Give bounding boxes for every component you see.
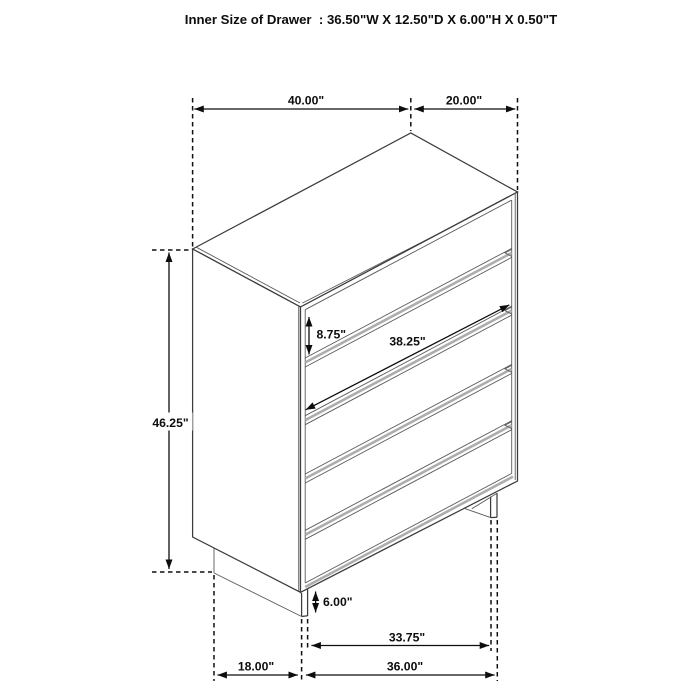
dim-drawer-face-width-label: 38.25" — [389, 334, 426, 349]
cabinet-side-face — [193, 249, 301, 592]
dim-leg-height — [316, 592, 353, 613]
dim-overall-height-label: 46.25" — [152, 416, 189, 430]
dim-base-front-width-label: 36.00" — [386, 659, 424, 674]
chest-cabinet — [193, 133, 518, 617]
dim-overall-width — [194, 94, 408, 110]
dim-overall-width-label: 40.00" — [287, 93, 325, 108]
dim-overall-depth — [414, 94, 515, 110]
dim-overall-depth-label: 20.00" — [445, 93, 483, 108]
dim-leg-inset-width — [311, 631, 489, 646]
dim-base-front-width — [306, 660, 495, 676]
dim-leg-inset-width-label: 33.75" — [388, 630, 426, 645]
dim-leg-height-label: 6.00" — [323, 595, 353, 609]
dim-base-side-depth — [217, 660, 298, 676]
dim-base-side-depth-label: 18.00" — [237, 659, 275, 674]
dim-overall-height — [150, 253, 193, 570]
drawer-inner-size-title: Inner Size of Drawer : 36.50"W X 12.50"D X 6.00"H X 0.50"T — [184, 12, 558, 27]
dim-drawer-face-height-label: 8.75" — [316, 327, 346, 342]
